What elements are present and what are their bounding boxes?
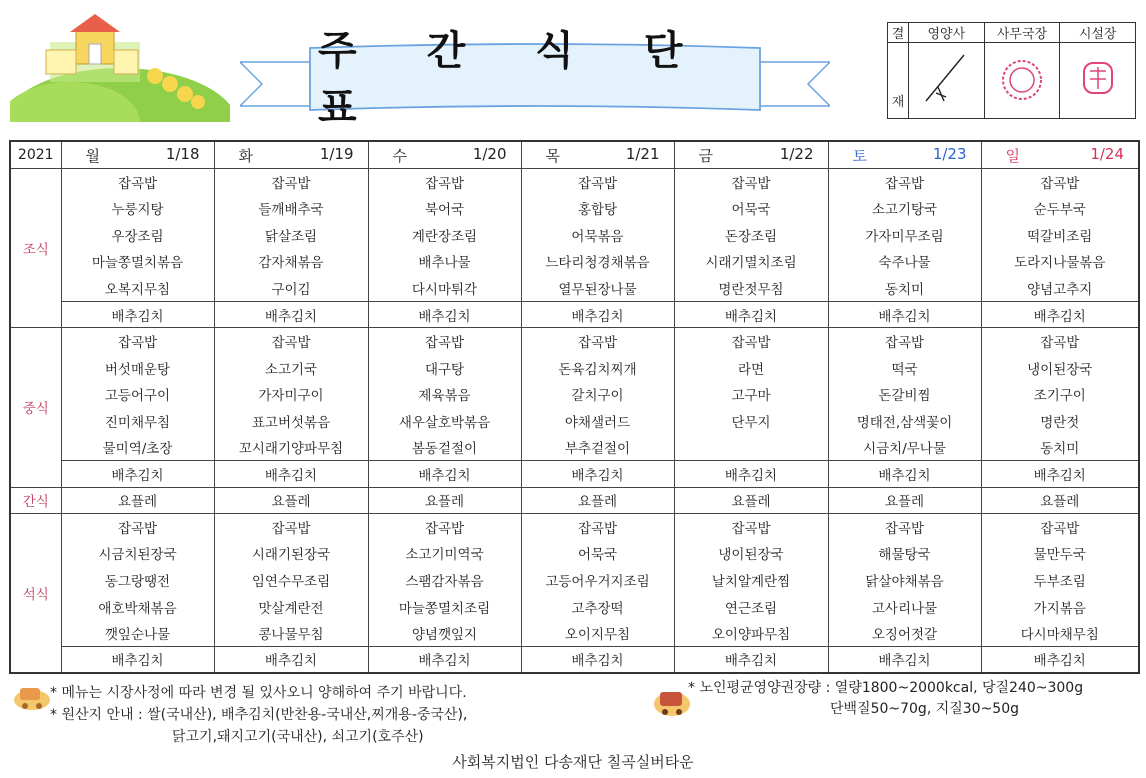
menu-cell: 소고기탕국	[828, 195, 981, 222]
date-label: 1/22	[779, 144, 814, 163]
decorative-cart-icon	[652, 680, 692, 720]
meal-label: 석식	[10, 514, 61, 673]
menu-cell: 가지볶음	[981, 593, 1139, 620]
menu-cell: 배추김치	[368, 461, 521, 488]
menu-row	[10, 381, 1139, 408]
menu-row	[10, 593, 1139, 620]
menu-cell: 고추장떡	[521, 593, 674, 620]
day-header-3	[521, 141, 674, 169]
menu-cell: 고등어구이	[61, 381, 214, 408]
menu-cell: 배추김치	[828, 461, 981, 488]
menu-cell: 명란젓	[981, 407, 1139, 434]
menu-cell: 냉이된장국	[674, 540, 828, 567]
menu-cell: 잡곡밥	[61, 328, 214, 355]
menu-cell: 야채샐러드	[521, 407, 674, 434]
menu-cell: 배추김치	[61, 301, 214, 328]
stamp-office-manager	[984, 43, 1060, 119]
menu-cell: 소고기미역국	[368, 540, 521, 567]
menu-cell: 열무된장나물	[521, 275, 674, 302]
menu-cell: 잡곡밥	[368, 328, 521, 355]
menu-row	[10, 540, 1139, 567]
menu-cell: 돈장조림	[674, 222, 828, 249]
menu-cell: 명태전,삼색꽃이	[828, 407, 981, 434]
menu-cell: 떡국	[828, 354, 981, 381]
approval-col-office-manager: 사무국장	[984, 23, 1060, 43]
weekly-menu-table	[9, 140, 1140, 674]
menu-cell: 잡곡밥	[214, 169, 368, 196]
menu-cell: 배추김치	[368, 646, 521, 673]
notice-menu-change: * 메뉴는 시장사정에 따라 변경 될 있사오니 양해하여 주기 바랍니다.	[50, 685, 467, 701]
day-header-5	[828, 141, 981, 169]
menu-cell: 요플레	[368, 487, 521, 514]
menu-row	[10, 328, 1139, 355]
menu-cell: 고구마	[674, 381, 828, 408]
menu-cell: 잡곡밥	[674, 169, 828, 196]
menu-cell: 돈갈비찜	[828, 381, 981, 408]
menu-cell: 숙주나물	[828, 248, 981, 275]
menu-cell: 오징어젓갈	[828, 620, 981, 647]
menu-cell: 잡곡밥	[828, 169, 981, 196]
menu-cell: 요플레	[521, 487, 674, 514]
menu-row	[10, 487, 1139, 514]
menu-cell: 배추김치	[61, 461, 214, 488]
menu-cell: 배추김치	[828, 301, 981, 328]
weekday-label: 화	[238, 146, 253, 165]
notice-origin: * 원산지 안내 : 쌀(국내산), 배추김치(반찬용-국내산,찌개용-중국산),	[50, 707, 468, 723]
menu-cell: 라면	[674, 354, 828, 381]
menu-cell: 어묵국	[674, 195, 828, 222]
signature-mark	[916, 49, 976, 109]
menu-cell: 날치알계란찜	[674, 567, 828, 594]
nutrition-guideline: * 노인평균영양권장량 : 열량1800~2000kcal, 당질240~300g	[688, 680, 1084, 696]
menu-cell: 배추김치	[981, 646, 1139, 673]
menu-cell: 배추김치	[828, 646, 981, 673]
menu-cell: 잡곡밥	[61, 169, 214, 196]
menu-cell: 동치미	[828, 275, 981, 302]
menu-row	[10, 195, 1139, 222]
menu-cell: 배추김치	[214, 646, 368, 673]
menu-cell: 우장조림	[61, 222, 214, 249]
menu-cell: 닭살조림	[214, 222, 368, 249]
menu-cell: 잡곡밥	[368, 169, 521, 196]
menu-cell: 다시마채무침	[981, 620, 1139, 647]
menu-cell: 마늘쫑멸치볶음	[61, 248, 214, 275]
menu-cell: 배추김치	[674, 461, 828, 488]
page-title: 주 간 식 단 표	[318, 28, 711, 131]
menu-row	[10, 514, 1139, 541]
menu-cell: 느타리청경채볶음	[521, 248, 674, 275]
date-label: 1/18	[165, 144, 200, 163]
menu-row	[10, 434, 1139, 461]
menu-cell: 시금치/무나물	[828, 434, 981, 461]
menu-cell: 오이양파무침	[674, 620, 828, 647]
menu-cell: 대구탕	[368, 354, 521, 381]
menu-cell: 배추김치	[214, 461, 368, 488]
menu-row	[10, 275, 1139, 302]
menu-cell: 감자채볶음	[214, 248, 368, 275]
menu-cell: 가자미무조림	[828, 222, 981, 249]
menu-cell: 요플레	[981, 487, 1139, 514]
menu-cell: 애호박채볶음	[61, 593, 214, 620]
menu-cell: 진미채무침	[61, 407, 214, 434]
date-label: 1/21	[625, 144, 660, 163]
menu-cell: 잡곡밥	[521, 514, 674, 541]
menu-cell: 맛살계란전	[214, 593, 368, 620]
menu-cell: 요플레	[61, 487, 214, 514]
menu-cell: 연근조림	[674, 593, 828, 620]
seal-stamp	[997, 54, 1047, 104]
menu-cell: 버섯매운탕	[61, 354, 214, 381]
date-label: 1/24	[1090, 144, 1124, 163]
approval-col-director: 시설장	[1060, 23, 1136, 43]
menu-cell: 요플레	[674, 487, 828, 514]
menu-cell: 배추김치	[521, 646, 674, 673]
menu-cell: 다시마튀각	[368, 275, 521, 302]
menu-cell: 가자미구이	[214, 381, 368, 408]
nutrition-guideline-cont: 단백질50~70g, 지질30~50g	[830, 701, 1020, 717]
notice-origin-cont: 닭고기,돼지고기(국내산), 쇠고기(호주산)	[172, 729, 424, 745]
menu-cell: 제육볶음	[368, 381, 521, 408]
menu-cell: 잡곡밥	[521, 169, 674, 196]
menu-cell: 냉이된장국	[981, 354, 1139, 381]
menu-cell: 배추김치	[521, 461, 674, 488]
menu-cell: 새우살호박볶음	[368, 407, 521, 434]
menu-cell: 잡곡밥	[61, 514, 214, 541]
menu-cell: 어묵국	[521, 540, 674, 567]
menu-cell: 양념깻잎지	[368, 620, 521, 647]
menu-row	[10, 354, 1139, 381]
day-header-1	[214, 141, 368, 169]
menu-cell: 양념고추지	[981, 275, 1139, 302]
menu-row	[10, 407, 1139, 434]
menu-row	[10, 248, 1139, 275]
header-row	[10, 141, 1139, 169]
menu-cell: 배추김치	[674, 301, 828, 328]
menu-cell: 도라지나물볶음	[981, 248, 1139, 275]
menu-cell: 꼬시래기양파무침	[214, 434, 368, 461]
menu-cell: 떡갈비조림	[981, 222, 1139, 249]
menu-cell: 물만두국	[981, 540, 1139, 567]
menu-cell	[674, 434, 828, 461]
approval-box	[887, 22, 1136, 119]
weekday-label: 일	[1005, 146, 1020, 165]
menu-row	[10, 222, 1139, 249]
menu-cell: 동그랑땡전	[61, 567, 214, 594]
menu-row	[10, 169, 1139, 196]
menu-cell: 잡곡밥	[828, 514, 981, 541]
menu-cell: 갈치구이	[521, 381, 674, 408]
menu-cell: 잡곡밥	[368, 514, 521, 541]
menu-cell: 잡곡밥	[981, 514, 1139, 541]
menu-row	[10, 567, 1139, 594]
house-hill-illustration	[10, 14, 230, 122]
menu-cell: 요플레	[214, 487, 368, 514]
menu-cell: 오복지무침	[61, 275, 214, 302]
menu-row	[10, 620, 1139, 647]
menu-cell: 잡곡밥	[674, 328, 828, 355]
menu-cell: 잡곡밥	[521, 328, 674, 355]
menu-cell: 계란장조림	[368, 222, 521, 249]
stamp-director	[1060, 43, 1136, 119]
day-header-2	[368, 141, 521, 169]
menu-cell: 해물탕국	[828, 540, 981, 567]
menu-cell: 잡곡밥	[981, 169, 1139, 196]
menu-cell: 배추김치	[368, 301, 521, 328]
day-header-6	[981, 141, 1139, 169]
menu-cell: 스팸감자볶음	[368, 567, 521, 594]
menu-cell: 잡곡밥	[674, 514, 828, 541]
menu-cell: 동치미	[981, 434, 1139, 461]
meal-label: 간식	[10, 487, 61, 514]
menu-cell: 요플레	[828, 487, 981, 514]
weekday-label: 목	[545, 146, 560, 165]
menu-cell: 배추김치	[61, 646, 214, 673]
menu-cell: 홍합탕	[521, 195, 674, 222]
menu-cell: 시금치된장국	[61, 540, 214, 567]
menu-cell: 소고기국	[214, 354, 368, 381]
seal-stamp	[1076, 57, 1120, 101]
date-label: 1/20	[472, 144, 507, 163]
weekday-label: 토	[852, 146, 867, 165]
menu-row	[10, 461, 1139, 488]
approval-label-bottom: 재	[888, 43, 909, 119]
year-cell: 2021	[10, 141, 61, 169]
menu-cell: 마늘쫑멸치조림	[368, 593, 521, 620]
menu-cell: 임연수무조림	[214, 567, 368, 594]
menu-cell: 배추나물	[368, 248, 521, 275]
menu-cell: 잡곡밥	[828, 328, 981, 355]
approval-col-nutritionist: 영양사	[909, 23, 985, 43]
menu-cell: 순두부국	[981, 195, 1139, 222]
date-label: 1/23	[932, 144, 967, 163]
menu-cell: 닭살야채볶음	[828, 567, 981, 594]
menu-cell: 고등어우거지조림	[521, 567, 674, 594]
approval-label-top: 결	[888, 23, 909, 43]
menu-cell: 잡곡밥	[214, 514, 368, 541]
menu-cell: 콩나물무침	[214, 620, 368, 647]
menu-cell: 구이김	[214, 275, 368, 302]
menu-cell: 명란젓무침	[674, 275, 828, 302]
weekday-label: 금	[698, 146, 713, 165]
menu-cell: 봄동겉절이	[368, 434, 521, 461]
meal-label: 조식	[10, 169, 61, 328]
weekday-label: 월	[85, 146, 100, 165]
menu-cell: 배추김치	[521, 301, 674, 328]
meal-label: 중식	[10, 328, 61, 487]
menu-cell: 잡곡밥	[214, 328, 368, 355]
menu-cell: 배추김치	[214, 301, 368, 328]
day-header-4	[674, 141, 828, 169]
menu-cell: 조기구이	[981, 381, 1139, 408]
menu-cell: 두부조림	[981, 567, 1139, 594]
menu-cell: 단무지	[674, 407, 828, 434]
menu-cell: 부추겉절이	[521, 434, 674, 461]
signature-nutritionist	[909, 43, 985, 119]
menu-cell: 물미역/초장	[61, 434, 214, 461]
menu-cell: 표고버섯볶음	[214, 407, 368, 434]
day-header-0	[61, 141, 214, 169]
menu-cell: 잡곡밥	[981, 328, 1139, 355]
menu-cell: 고사리나물	[828, 593, 981, 620]
date-label: 1/19	[319, 144, 354, 163]
menu-cell: 깻잎순나물	[61, 620, 214, 647]
menu-cell: 북어국	[368, 195, 521, 222]
menu-row	[10, 301, 1139, 328]
menu-cell: 누룽지탕	[61, 195, 214, 222]
menu-cell: 어묵볶음	[521, 222, 674, 249]
menu-row	[10, 646, 1139, 673]
menu-cell: 오이지무침	[521, 620, 674, 647]
menu-cell: 들깨배추국	[214, 195, 368, 222]
decorative-truck-icon	[12, 678, 52, 712]
weekday-label: 수	[392, 146, 407, 165]
menu-cell: 배추김치	[981, 301, 1139, 328]
menu-cell: 배추김치	[981, 461, 1139, 488]
menu-cell: 돈육김치찌개	[521, 354, 674, 381]
menu-cell: 시래기멸치조림	[674, 248, 828, 275]
menu-cell: 시래기된장국	[214, 540, 368, 567]
menu-cell: 배추김치	[674, 646, 828, 673]
organization-name: 사회복지법인 다송재단 칠곡실버타운	[452, 753, 694, 771]
